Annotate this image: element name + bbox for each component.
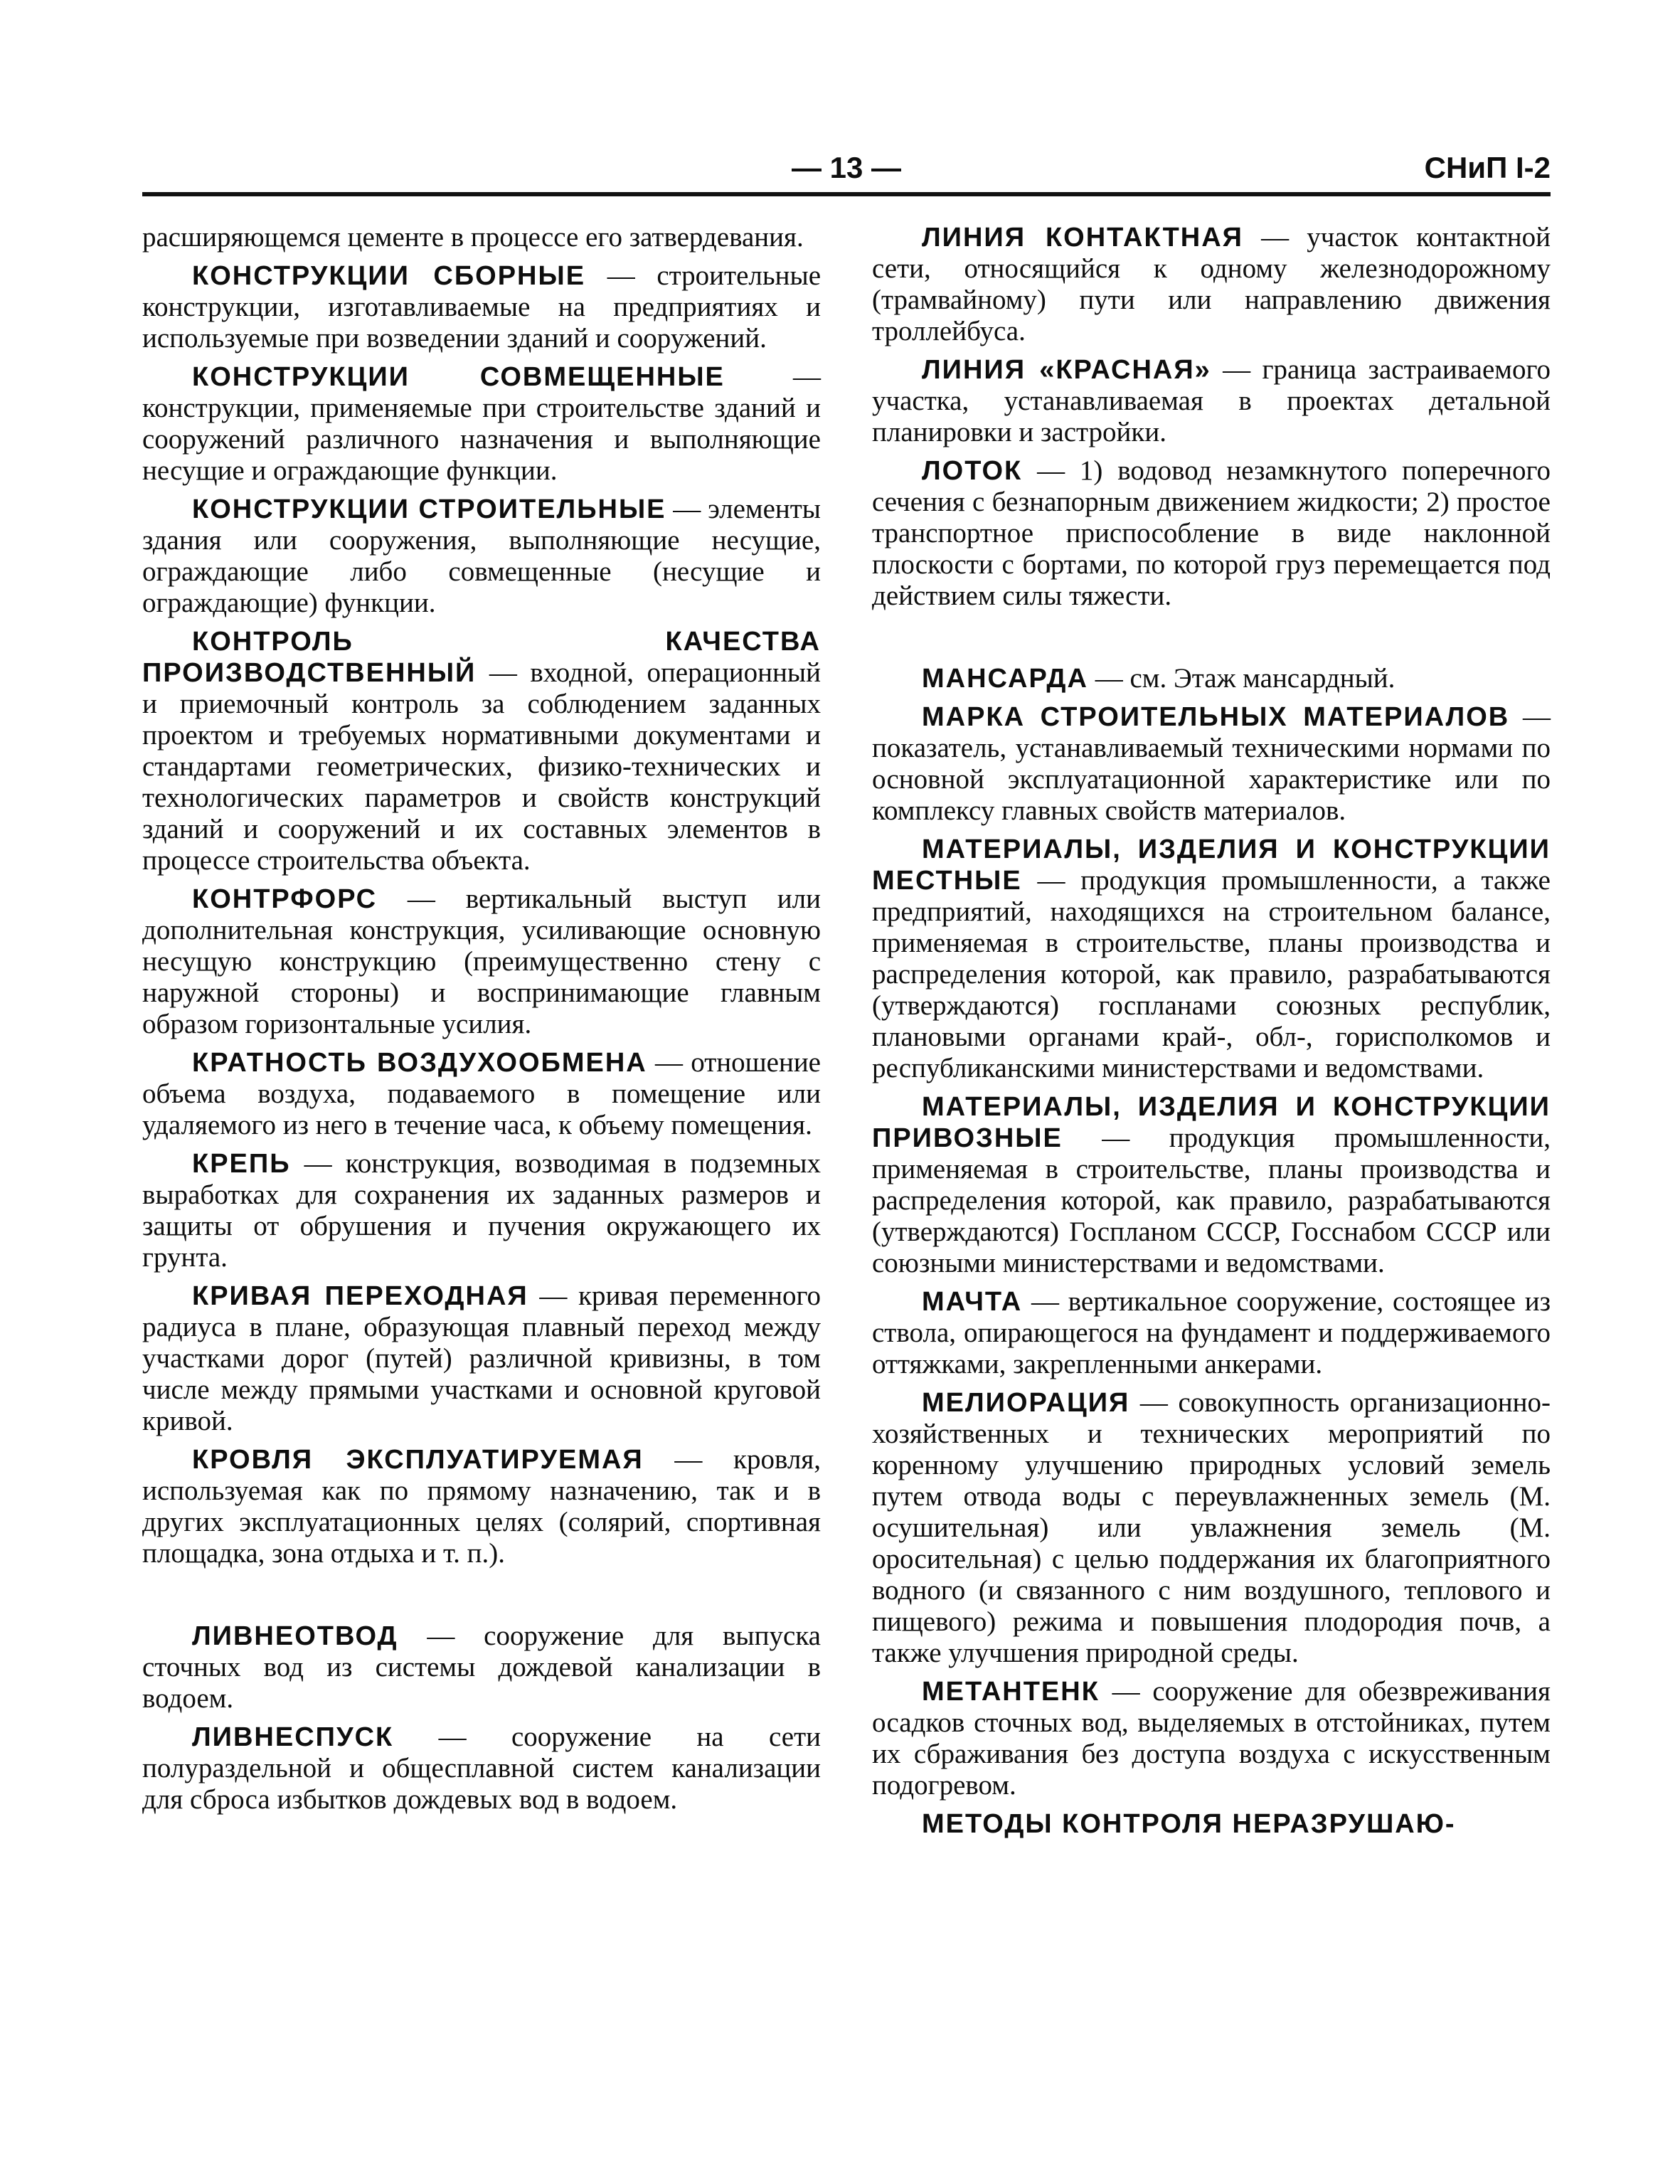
glossary-definition: — продукция промышленности, применяемая в строительстве, планы производства и распределения которой, как правило, разрабатываются (утверждаются) Госпланом СССР, Госснабом СССР или союзными министерствами и ведомствами.: [872, 1123, 1551, 1278]
glossary-definition: — кровля, используемая как по прямому назначению, так и в других эксплуатационных целях (солярий, спортивная площадка, зона отдыха и т. п.).: [142, 1444, 821, 1569]
glossary-definition: расширяющемся цементе в процессе его затвердевания.: [142, 222, 804, 253]
glossary-entry: [872, 1808, 1551, 1840]
glossary-definition: — отношение объема воздуха, подаваемого в помещение или удаляемого из него в течение часа, к объему помещения.: [142, 1047, 821, 1140]
glossary-entry: [142, 1281, 821, 1437]
glossary-entry: [142, 626, 821, 876]
glossary-term: КРАТНОСТЬ ВОЗДУХООБМЕНА: [192, 1048, 647, 1078]
glossary-entry: [872, 1387, 1551, 1669]
glossary-entry: [872, 1091, 1551, 1279]
glossary-term: МЕТАНТЕНК: [922, 1677, 1100, 1707]
glossary-definition: — конструкция, возводимая в подземных выработках для сохранения их заданных размеров и защиты от обрушения и пучения окружающего их грунта.: [142, 1148, 821, 1273]
page-header: [142, 151, 1551, 191]
glossary-entry: [872, 1676, 1551, 1801]
glossary-entry: [142, 1444, 821, 1569]
glossary-entry: [142, 884, 821, 1040]
glossary-definition: — вертикальное сооружение, состоящее из ствола, опирающегося на фундамент и поддерживаемого оттяжками, закрепленными анкерами.: [872, 1286, 1551, 1379]
glossary-term: КРИВАЯ ПЕРЕХОДНАЯ: [192, 1281, 528, 1311]
glossary-definition: — совокупность организационно-хозяйственных и технических мероприятий по коренному улучшению природных условий земель путем отвода воды с переувлажненных земель (М. осушительная) или увлажнения земель (М. оросительная) с целью поддержания их благоприятного водного (и связанного с ним воздушного, теплового и пищевого) режима и повышения плодородия почв, а также улучшения природной среды.: [872, 1387, 1551, 1668]
glossary-term: КОНТРФОРС: [192, 884, 378, 914]
glossary-definition: — вертикальный выступ или дополнительная конструкция, усиливающие основную несущую конструкцию (преимущественно стену с наружной стороны) и воспринимающие главным образом горизонтальные усилия.: [142, 884, 821, 1039]
left-column: [142, 222, 821, 1823]
glossary-entry: [142, 361, 821, 487]
glossary-definition: — сооружение для обезвреживания осадков сточных вод, выделяемых в отстойниках, путем их сбраживания без доступа воздуха с искусственным подогревом.: [872, 1676, 1551, 1801]
glossary-term: МАТЕРИАЛЫ, ИЗДЕЛИЯ И КОНСТРУКЦИИ ПРИВОЗНЫЕ: [872, 1092, 1551, 1153]
right-column: [872, 222, 1551, 1847]
glossary-term: КОНСТРУКЦИИ СТРОИТЕЛЬНЫЕ: [192, 494, 666, 524]
glossary-entry: [872, 834, 1551, 1084]
glossary-term: МАЧТА: [922, 1287, 1023, 1317]
glossary-entry: [142, 1621, 821, 1714]
glossary-entry: [142, 1148, 821, 1273]
glossary-definition: — участок контактной сети, относящийся к одному железнодорожному (трамвайному) пути или направлению движения троллейбуса.: [872, 222, 1551, 346]
glossary-term: МАНСАРДА: [922, 664, 1088, 694]
glossary-definition: — конструкции, применяемые при строительстве зданий и сооружений различного назначения и выполняющие несущие и ограждающие функции.: [142, 361, 821, 486]
glossary-definition: — см. Этаж мансардный.: [1088, 663, 1395, 694]
glossary-term: КОНСТРУКЦИИ СБОРНЫЕ: [192, 261, 586, 291]
page-number: — 13 —: [791, 151, 902, 184]
glossary-definition: — показатель, устанавливаемый техническими нормами по основной эксплуатационной характеристике или по комплексу главных свойств материалов.: [872, 701, 1551, 826]
glossary-term: ЛИВНЕСПУСК: [192, 1722, 394, 1752]
glossary-term: ЛИВНЕОТВОД: [192, 1621, 398, 1651]
glossary-term: КОНСТРУКЦИИ СОВМЕЩЕННЫЕ: [192, 362, 725, 392]
glossary-term: ЛИНИЯ «КРАСНАЯ»: [922, 355, 1211, 385]
glossary-entry: [872, 354, 1551, 448]
glossary-definition: — 1) водовод незамкнутого поперечного сечения с безнапорным движением жидкости; 2) простое транспортное приспособление в виде наклонной плоскости с бортами, по которой груз перемещается под действием силы тяжести.: [872, 455, 1551, 611]
glossary-term: КОНТРОЛЬ КАЧЕСТВА ПРОИЗВОДСТВЕННЫЙ: [142, 627, 821, 688]
glossary-entry: [142, 1047, 821, 1141]
document-code: СНиП I-2: [1424, 151, 1551, 184]
glossary-entry: [872, 455, 1551, 612]
glossary-entry: [872, 701, 1551, 827]
glossary-entry: [872, 663, 1551, 694]
glossary-entry: [142, 222, 821, 253]
glossary-term: МЕТОДЫ КОНТРОЛЯ НЕРАЗРУШАЮ-: [922, 1809, 1456, 1839]
glossary-definition: — сооружение на сети полураздельной и общесплавной систем канализации для сброса избытков дождевых вод в водоем.: [142, 1722, 821, 1815]
glossary-term: МАТЕРИАЛЫ, ИЗДЕЛИЯ И КОНСТРУКЦИИ МЕСТНЫЕ: [872, 834, 1551, 896]
glossary-definition: — кривая переменного радиуса в плане, образующая плавный переход между участками дорог (путей) различной кривизны, в том числе между прямыми участками и основной круговой кривой.: [142, 1281, 821, 1436]
header-rule: [142, 192, 1551, 196]
glossary-term: ЛИНИЯ КОНТАКТНАЯ: [922, 223, 1243, 253]
glossary-entry: [142, 494, 821, 619]
glossary-definition: — граница застраиваемого участка, устанавливаемая в проектах детальной планировки и застройки.: [872, 354, 1551, 447]
glossary-definition: — сооружение для выпуска сточных вод из системы дождевой канализации в водоем.: [142, 1621, 821, 1714]
glossary-term: ЛОТОК: [922, 456, 1023, 486]
glossary-entry: [872, 1286, 1551, 1380]
glossary-term: МАРКА СТРОИТЕЛЬНЫХ МАТЕРИАЛОВ: [922, 702, 1510, 732]
glossary-term: КРОВЛЯ ЭКСПЛУАТИРУЕМАЯ: [192, 1445, 644, 1475]
section-gap: [872, 619, 1551, 663]
glossary-definition: — продукция промышленности, а также предприятий, находящихся на строительном балансе, применяемая в строительстве, планы производства и распределения которой, как правило, разрабатываются (утверждаются) госпланами союзных республик, плановыми органами край-, обл-, горисполкомов и республиканскими министерствами и ведомствами.: [872, 865, 1551, 1083]
glossary-entry: [142, 1722, 821, 1815]
glossary-definition: — элементы здания или сооружения, выполняющие несущие, ограждающие либо совмещенные (несущие и ограждающие) функции.: [142, 494, 822, 618]
glossary-definition: — строительные конструкции, изготавливаемые на предприятиях и используемые при возведении зданий и сооружений.: [142, 260, 822, 354]
glossary-term: КРЕПЬ: [192, 1149, 291, 1179]
glossary-term: МЕЛИОРАЦИЯ: [922, 1388, 1130, 1418]
glossary-definition: — входной, операционный и приемочный контроль за соблюдением заданных проектом и требуемых нормативными документами и стандартами геометрических, физико-технических и технологических параметров и свойств конструкций зданий и сооружений и их составных элементов в процессе строительства объекта.: [142, 657, 821, 876]
section-gap: [142, 1576, 821, 1621]
glossary-entry: [142, 260, 821, 354]
glossary-entry: [872, 222, 1551, 347]
